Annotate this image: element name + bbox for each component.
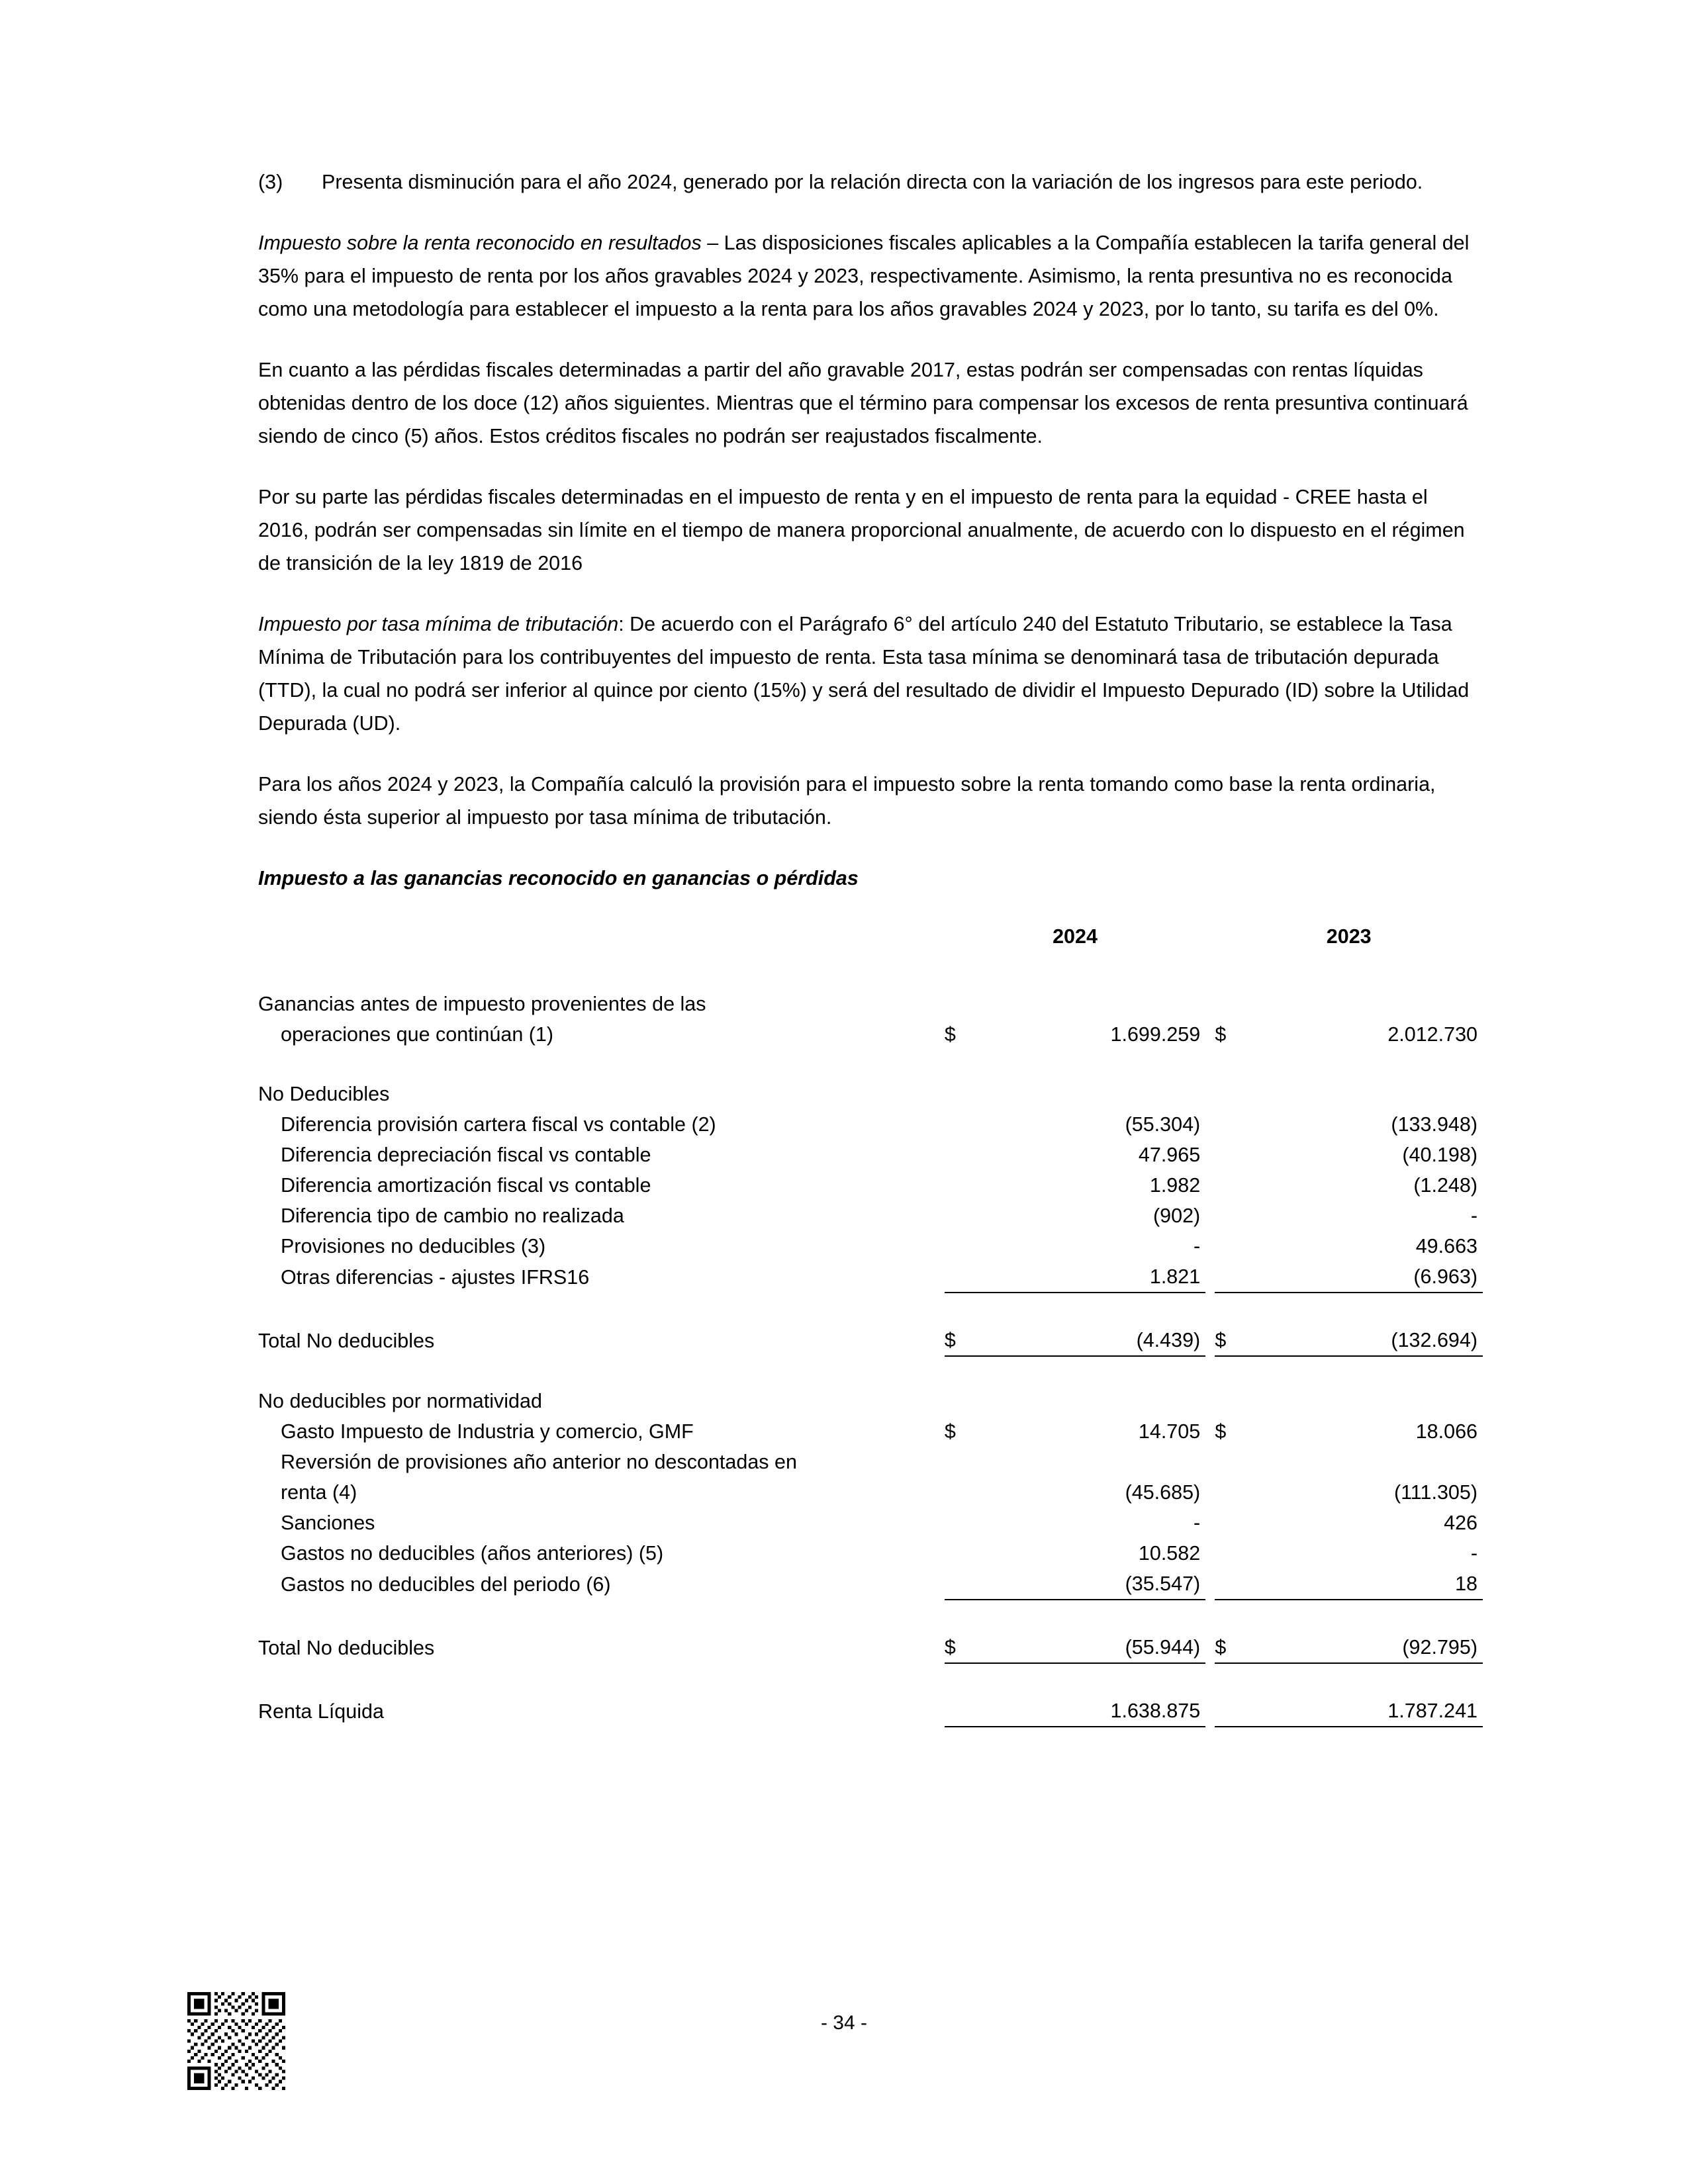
currency-2024: $ (944, 1420, 956, 1443)
currency-2024 (945, 1201, 985, 1231)
table-row (258, 1140, 1483, 1170)
table-row (258, 1477, 1483, 1508)
value-2023: (40.198) (1402, 1144, 1477, 1166)
row-label: Diferencia amortización fiscal vs contable (281, 1174, 651, 1197)
page-number: - 34 - (820, 2012, 868, 2034)
table-row (258, 1386, 1483, 1416)
value-2024: - (1194, 1235, 1201, 1257)
row-label-cont: renta (4) (281, 1481, 357, 1504)
value-2023: (111.305) (1393, 1481, 1477, 1504)
currency-2023: $ (1215, 1023, 1227, 1046)
currency-2024 (945, 1538, 985, 1569)
row-label-cont: operaciones que continúan (1) (281, 1023, 554, 1046)
table-row (258, 1569, 1483, 1600)
value-2024: 10.582 (1138, 1542, 1201, 1565)
value-2023: (132.694) (1255, 1322, 1483, 1356)
currency-2023 (1215, 1261, 1255, 1293)
currency-2023 (1215, 1140, 1255, 1170)
table-header-row (258, 921, 1483, 989)
value-2023: (1.248) (1413, 1174, 1477, 1197)
row-label: No deducibles por normatividad (258, 1390, 542, 1412)
currency-2024 (945, 1261, 985, 1293)
currency-2023 (1215, 1231, 1255, 1261)
row-label: Total No deducibles (258, 1330, 435, 1352)
value-2023: 1.787.241 (1255, 1693, 1483, 1727)
currency-2023 (1215, 1538, 1255, 1569)
currency-2024 (945, 1109, 985, 1140)
paragraph-body: – Las disposiciones fiscales aplicables a la Compañía establecen la tarifa general del 35% para el impuesto de renta por los años gravables 2024 y 2023, respectivamente. Asimismo, la renta presuntiva no es reconocida como una metodología para establecer el impuesto a la renta para los años gravables 2024 y 2023, por lo tanto, su tarifa es del 0%. (258, 232, 1470, 320)
row-label: Diferencia tipo de cambio no realizada (281, 1205, 624, 1227)
currency-2024 (945, 1170, 985, 1201)
paragraph-perdidas-fiscales (258, 353, 1483, 453)
currency-2024 (945, 1477, 985, 1508)
table-heading-text: Impuesto a las ganancias reconocido en ganancias o pérdidas (258, 867, 859, 889)
currency-2023 (1215, 1109, 1255, 1140)
currency-2024 (945, 1508, 985, 1538)
paragraph-provision-2024-2023 (258, 768, 1483, 834)
value-2024: (55.304) (1125, 1113, 1201, 1136)
value-2024: 1.638.875 (985, 1693, 1205, 1727)
row-label: Gastos no deducibles del periodo (6) (281, 1573, 611, 1596)
table-row-total (258, 1629, 1483, 1663)
currency-2023 (1215, 1170, 1255, 1201)
page-content (258, 165, 1483, 1727)
table-row (258, 1170, 1483, 1201)
table-row (258, 1079, 1483, 1109)
paragraph-body: : De acuerdo con el Parágrafo 6° del artículo 240 del Estatuto Tributario, se establece la Tasa Mínima de Tributación para los contribuyentes del impuesto de renta. Esta tasa mínima se denominará tasa de tributación depurada (TTD), la cual no podrá ser inferior al quince por ciento (15%) y será del resultado de dividir el Impuesto Depurado (ID) sobre la Utilidad Depurada (UD). (258, 613, 1470, 735)
table-row (258, 1019, 1483, 1050)
value-2023: (133.948) (1391, 1113, 1477, 1136)
row-label: Diferencia provisión cartera fiscal vs contable (2) (281, 1113, 716, 1136)
spacer (258, 1663, 1483, 1693)
value-2024: 14.705 (1138, 1420, 1201, 1443)
table-row (258, 1508, 1483, 1538)
table-row-total (258, 1693, 1483, 1727)
tax-reconciliation-table (258, 921, 1483, 1727)
row-label: No Deducibles (258, 1083, 390, 1105)
currency-2024 (945, 1231, 985, 1261)
paragraph-body: En cuanto a las pérdidas fiscales determinadas a partir del año gravable 2017, estas podrán ser compensadas con rentas líquidas obtenidas dentro de los doce (12) años siguientes. Mientras que el término para compensar los excesos de renta presuntiva continuará siendo de cinco (5) años. Estos créditos fiscales no podrán ser reajustados fiscalmente. (258, 359, 1468, 447)
value-2023: 49.663 (1415, 1235, 1477, 1257)
value-2023: - (1470, 1205, 1477, 1227)
row-label: Diferencia depreciación fiscal vs contable (281, 1144, 651, 1166)
currency-2023: $ (1215, 1629, 1255, 1663)
value-2024: 1.699.259 (1110, 1023, 1201, 1046)
table-row (258, 1261, 1483, 1293)
value-2023: (92.795) (1255, 1629, 1483, 1663)
table-row-total (258, 1322, 1483, 1356)
paragraph-cree (258, 480, 1483, 580)
table-row (258, 1201, 1483, 1231)
currency-2023: $ (1215, 1322, 1255, 1356)
value-2024: (45.685) (1125, 1481, 1201, 1504)
table-heading (258, 862, 1483, 895)
table-row (258, 1447, 1483, 1477)
row-label: Gastos no deducibles (años anteriores) (5) (281, 1542, 664, 1565)
spacer (258, 1600, 1483, 1629)
row-label: Total No deducibles (258, 1637, 435, 1659)
paragraph-body: Por su parte las pérdidas fiscales determinadas en el impuesto de renta y en el impuesto de renta para la equidad - CREE hasta el 2016, podrán ser compensadas sin límite en el tiempo de manera proporcional anualmente, de acuerdo con lo dispuesto en el régimen de transición de la ley 1819 de 2016 (258, 486, 1465, 574)
column-header-2024: 2024 (1053, 925, 1098, 948)
value-2023: 426 (1444, 1512, 1477, 1534)
value-2024: - (1194, 1512, 1201, 1534)
currency-2024 (945, 1140, 985, 1170)
footnote-3 (258, 165, 1483, 199)
currency-2024: $ (945, 1322, 985, 1356)
table-row (258, 1538, 1483, 1569)
value-2024: 1.982 (1149, 1174, 1201, 1197)
paragraph-impuesto-renta-resultados (258, 226, 1483, 326)
currency-2024: $ (944, 1023, 956, 1046)
footnote-number: (3) (258, 171, 283, 193)
currency-2024 (945, 1693, 985, 1727)
currency-2023: $ (1215, 1420, 1227, 1443)
paragraph-lead-italic: Impuesto por tasa mínima de tributación (258, 613, 619, 635)
table-row (258, 989, 1483, 1019)
qr-code-icon (187, 1992, 285, 2090)
currency-2024 (945, 1569, 985, 1600)
value-2024: (4.439) (985, 1322, 1205, 1356)
spacer (258, 1293, 1483, 1322)
footnote-text: Presenta disminución para el año 2024, generado por la relación directa con la variación de los ingresos para este periodo. (322, 171, 1423, 193)
table-row (258, 1231, 1483, 1261)
row-label: Sanciones (281, 1512, 375, 1534)
currency-2023 (1215, 1508, 1255, 1538)
value-2023: 18 (1255, 1569, 1483, 1600)
paragraph-tasa-minima (258, 608, 1483, 740)
paragraph-lead-italic: Impuesto sobre la renta reconocido en resultados (258, 232, 702, 254)
row-label: Reversión de provisiones año anterior no descontadas en (281, 1451, 797, 1473)
value-2024: (902) (1153, 1205, 1201, 1227)
row-label: Renta Líquida (258, 1700, 384, 1723)
row-label: Ganancias antes de impuesto provenientes de las (258, 993, 706, 1015)
currency-2023 (1215, 1201, 1255, 1231)
row-label: Provisiones no deducibles (3) (281, 1235, 546, 1257)
row-label: Gasto Impuesto de Industria y comercio, GMF (281, 1420, 694, 1443)
value-2023: 2.012.730 (1387, 1023, 1477, 1046)
currency-2023 (1215, 1569, 1255, 1600)
row-label: Otras diferencias - ajustes IFRS16 (281, 1266, 590, 1289)
value-2024: 1.821 (985, 1261, 1205, 1293)
value-2023: 18.066 (1415, 1420, 1477, 1443)
currency-2023 (1215, 1693, 1255, 1727)
column-header-2023: 2023 (1326, 925, 1372, 948)
value-2024: 47.965 (1138, 1144, 1201, 1166)
table-row (258, 1109, 1483, 1140)
value-2024: (55.944) (985, 1629, 1205, 1663)
currency-2023 (1215, 1477, 1255, 1508)
spacer (258, 1050, 1483, 1079)
spacer (258, 1356, 1483, 1386)
value-2023: (6.963) (1255, 1261, 1483, 1293)
table-row (258, 1416, 1483, 1447)
value-2023: - (1470, 1542, 1477, 1565)
paragraph-body: Para los años 2024 y 2023, la Compañía calculó la provisión para el impuesto sobre la renta tomando como base la renta ordinaria, siendo ésta superior al impuesto por tasa mínima de tributación. (258, 773, 1436, 829)
value-2024: (35.547) (985, 1569, 1205, 1600)
currency-2024: $ (945, 1629, 985, 1663)
